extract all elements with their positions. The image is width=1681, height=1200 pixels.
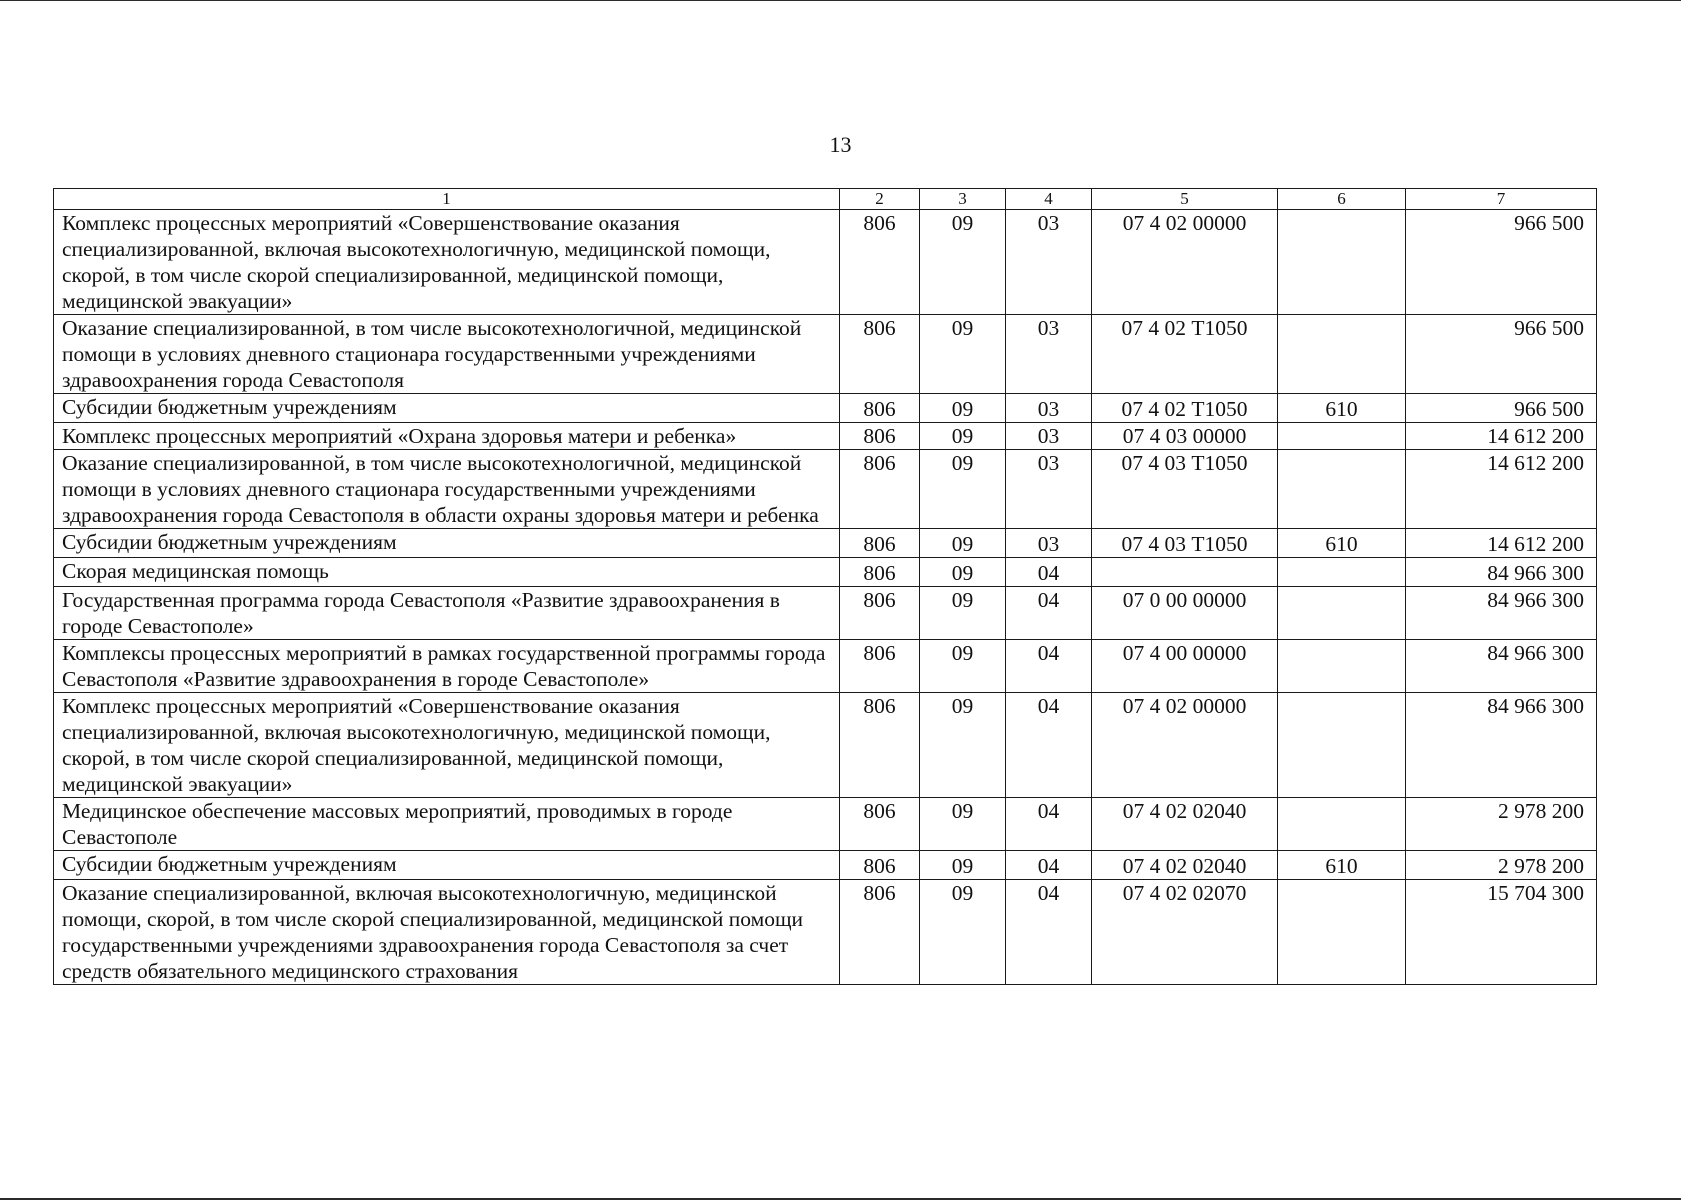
column-header: 7 (1406, 189, 1597, 210)
row-ministry-code: 806 (840, 798, 920, 851)
row-ministry-code: 806 (840, 880, 920, 985)
column-header: 1 (54, 189, 840, 210)
row-amount: 15 704 300 (1406, 880, 1597, 985)
row-expense-type (1278, 587, 1406, 640)
row-ministry-code: 806 (840, 423, 920, 450)
row-ministry-code: 806 (840, 558, 920, 587)
row-section-code: 09 (920, 529, 1006, 558)
row-subsection-code: 04 (1006, 558, 1092, 587)
row-amount: 84 966 300 (1406, 693, 1597, 798)
column-header: 5 (1092, 189, 1278, 210)
row-section-code: 09 (920, 423, 1006, 450)
row-section-code: 09 (920, 587, 1006, 640)
row-expense-type (1278, 210, 1406, 315)
row-target-article (1092, 558, 1278, 587)
row-section-code: 09 (920, 315, 1006, 394)
row-target-article: 07 4 02 00000 (1092, 693, 1278, 798)
row-section-code: 09 (920, 558, 1006, 587)
row-amount: 2 978 200 (1406, 851, 1597, 880)
row-name: Комплекс процессных мероприятий «Совершенствование оказания специализированной, включая высокотехнологичную, медицинской помощи, скорой, в том числе скорой специализированной, медицинской помощи, медицинской эвакуации» (54, 210, 840, 315)
row-section-code: 09 (920, 798, 1006, 851)
row-target-article: 07 4 03 Т1050 (1092, 529, 1278, 558)
scan-top-edge (0, 0, 1681, 1)
row-target-article: 07 4 00 00000 (1092, 640, 1278, 693)
row-target-article: 07 4 02 Т1050 (1092, 315, 1278, 394)
row-name: Оказание специализированной, в том числе высокотехнологичной, медицинской помощи в условиях дневного стационара государственными учреждениями здравоохранения города Севастополя в области охраны здоровья матери и ребенка (54, 450, 840, 529)
row-amount: 966 500 (1406, 315, 1597, 394)
row-expense-type: 610 (1278, 394, 1406, 423)
row-amount: 14 612 200 (1406, 529, 1597, 558)
row-subsection-code: 04 (1006, 851, 1092, 880)
row-expense-type (1278, 423, 1406, 450)
row-name: Комплекс процессных мероприятий «Совершенствование оказания специализированной, включая высокотехнологичную, медицинской помощи, скорой, в том числе скорой специализированной, медицинской помощи, медицинской эвакуации» (54, 693, 840, 798)
row-name: Государственная программа города Севастополя «Развитие здравоохранения в городе Севастополе» (54, 587, 840, 640)
row-subsection-code: 03 (1006, 210, 1092, 315)
row-ministry-code: 806 (840, 529, 920, 558)
row-name: Медицинское обеспечение массовых мероприятий, проводимых в городе Севастополе (54, 798, 840, 851)
row-subsection-code: 04 (1006, 798, 1092, 851)
row-expense-type: 610 (1278, 851, 1406, 880)
table-header-row (54, 189, 1597, 210)
row-ministry-code: 806 (840, 210, 920, 315)
row-name: Комплекс процессных мероприятий «Охрана здоровья матери и ребенка» (54, 423, 840, 450)
row-section-code: 09 (920, 210, 1006, 315)
table-row (54, 210, 1597, 315)
row-ministry-code: 806 (840, 587, 920, 640)
row-subsection-code: 04 (1006, 880, 1092, 985)
row-section-code: 09 (920, 394, 1006, 423)
row-target-article: 07 4 02 02040 (1092, 851, 1278, 880)
table-row (54, 587, 1597, 640)
row-expense-type (1278, 450, 1406, 529)
row-target-article: 07 4 02 00000 (1092, 210, 1278, 315)
row-amount: 966 500 (1406, 210, 1597, 315)
table-row (54, 423, 1597, 450)
row-subsection-code: 04 (1006, 693, 1092, 798)
row-name: Скорая медицинская помощь (54, 558, 840, 587)
budget-table (53, 188, 1597, 985)
row-subsection-code: 03 (1006, 529, 1092, 558)
row-target-article: 07 4 02 Т1050 (1092, 394, 1278, 423)
row-subsection-code: 03 (1006, 394, 1092, 423)
row-target-article: 07 4 02 02070 (1092, 880, 1278, 985)
row-expense-type (1278, 693, 1406, 798)
table-row (54, 558, 1597, 587)
row-ministry-code: 806 (840, 640, 920, 693)
table-row (54, 450, 1597, 529)
table-row (54, 880, 1597, 985)
row-amount: 14 612 200 (1406, 423, 1597, 450)
row-expense-type (1278, 640, 1406, 693)
row-expense-type: 610 (1278, 529, 1406, 558)
row-section-code: 09 (920, 851, 1006, 880)
row-section-code: 09 (920, 450, 1006, 529)
row-amount: 14 612 200 (1406, 450, 1597, 529)
column-header: 2 (840, 189, 920, 210)
column-header: 3 (920, 189, 1006, 210)
row-subsection-code: 04 (1006, 587, 1092, 640)
row-expense-type (1278, 315, 1406, 394)
row-subsection-code: 03 (1006, 450, 1092, 529)
row-name: Субсидии бюджетным учреждениям (54, 851, 840, 880)
table-row (54, 640, 1597, 693)
row-name: Субсидии бюджетным учреждениям (54, 529, 840, 558)
row-ministry-code: 806 (840, 394, 920, 423)
row-ministry-code: 806 (840, 693, 920, 798)
row-expense-type (1278, 558, 1406, 587)
table-row (54, 851, 1597, 880)
row-amount: 966 500 (1406, 394, 1597, 423)
row-subsection-code: 03 (1006, 315, 1092, 394)
row-expense-type (1278, 880, 1406, 985)
row-amount: 84 966 300 (1406, 558, 1597, 587)
row-section-code: 09 (920, 880, 1006, 985)
page-number: 13 (829, 132, 852, 157)
row-amount: 84 966 300 (1406, 587, 1597, 640)
row-target-article: 07 0 00 00000 (1092, 587, 1278, 640)
table-row (54, 315, 1597, 394)
row-section-code: 09 (920, 640, 1006, 693)
row-name: Комплексы процессных мероприятий в рамках государственной программы города Севастополя «Развитие здравоохранения в городе Севастополе» (54, 640, 840, 693)
row-ministry-code: 806 (840, 450, 920, 529)
table-row (54, 529, 1597, 558)
row-target-article: 07 4 03 00000 (1092, 423, 1278, 450)
row-amount: 2 978 200 (1406, 798, 1597, 851)
row-section-code: 09 (920, 693, 1006, 798)
row-name: Оказание специализированной, в том числе высокотехнологичной, медицинской помощи в условиях дневного стационара государственными учреждениями здравоохранения города Севастополя (54, 315, 840, 394)
row-ministry-code: 806 (840, 315, 920, 394)
row-target-article: 07 4 02 02040 (1092, 798, 1278, 851)
column-header: 6 (1278, 189, 1406, 210)
row-subsection-code: 03 (1006, 423, 1092, 450)
table-row (54, 693, 1597, 798)
row-name: Оказание специализированной, включая высокотехнологичную, медицинской помощи, скорой, в том числе скорой специализированной, медицинской помощи государственными учреждениями здравоохранения города Севастополя за счет средств обязательного медицинского страхования (54, 880, 840, 985)
column-header: 4 (1006, 189, 1092, 210)
table-row (54, 394, 1597, 423)
row-expense-type (1278, 798, 1406, 851)
row-ministry-code: 806 (840, 851, 920, 880)
row-amount: 84 966 300 (1406, 640, 1597, 693)
row-name: Субсидии бюджетным учреждениям (54, 394, 840, 423)
table-row (54, 798, 1597, 851)
row-target-article: 07 4 03 Т1050 (1092, 450, 1278, 529)
row-subsection-code: 04 (1006, 640, 1092, 693)
